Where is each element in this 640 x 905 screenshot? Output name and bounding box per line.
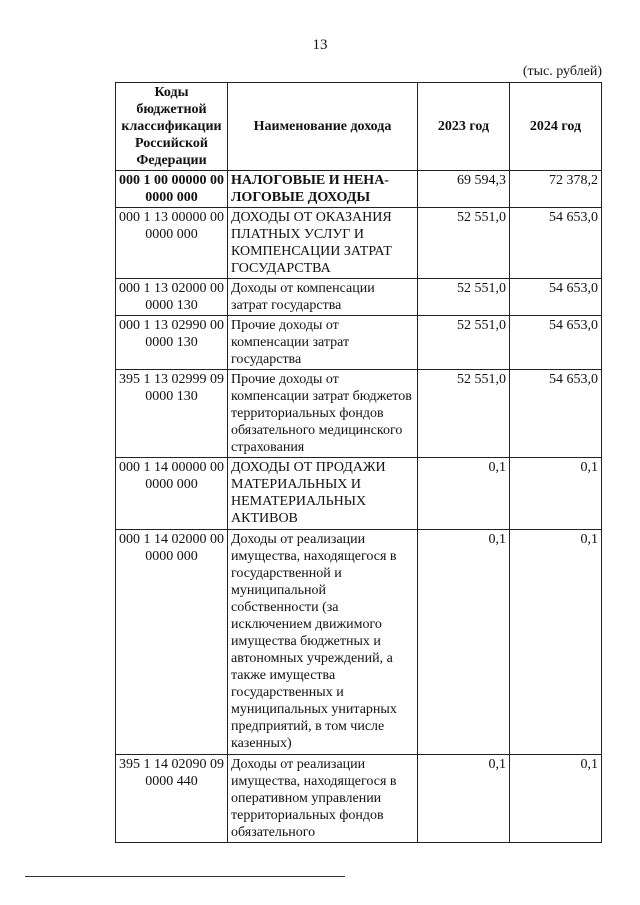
row-value-2024: 54 653,0	[510, 370, 602, 458]
row-value-2023: 0,1	[418, 458, 510, 530]
table-row	[116, 370, 602, 458]
row-code: 000 1 13 02000 00 0000 130	[116, 279, 228, 316]
row-value-2023: 0,1	[418, 530, 510, 755]
table-row	[116, 208, 602, 279]
row-code: 000 1 13 02990 00 0000 130	[116, 316, 228, 370]
row-name: ДОХОДЫ ОТ ПРОДАЖИ МАТЕРИАЛЬНЫХ И НЕМАТЕРИАЛЬНЫХ АКТИВОВ	[228, 458, 418, 530]
table-row	[116, 755, 602, 843]
row-name: Доходы от реализации имущества, находящегося в государственной и муниципальной собственности (за исключением движимого имущества бюджетных и автономных учреждений, а также имущества государственных и муниципальных унитарных предприятий, в том числе казенных)	[228, 530, 418, 755]
table-row	[116, 279, 602, 316]
table-row	[116, 316, 602, 370]
units-label: (тыс. рублей)	[522, 64, 602, 79]
header-code: Коды бюджетной классификации Российской Федерации	[116, 83, 228, 171]
header-2023: 2023 год	[418, 83, 510, 171]
row-value-2023: 52 551,0	[418, 370, 510, 458]
row-value-2024: 54 653,0	[510, 279, 602, 316]
row-value-2023: 52 551,0	[418, 316, 510, 370]
row-value-2024: 54 653,0	[510, 208, 602, 279]
table-header-row	[116, 83, 602, 171]
page-number: 13	[312, 37, 328, 53]
row-value-2024: 54 653,0	[510, 316, 602, 370]
table-row	[116, 530, 602, 755]
row-name: Прочие доходы от компенсации затрат бюджетов территориальных фондов обязательного медицинского страхования	[228, 370, 418, 458]
row-value-2023: 69 594,3	[418, 171, 510, 208]
row-code: 000 1 13 00000 00 0000 000	[116, 208, 228, 279]
row-value-2024: 0,1	[510, 458, 602, 530]
row-value-2024: 0,1	[510, 755, 602, 843]
row-code: 000 1 14 00000 00 0000 000	[116, 458, 228, 530]
row-value-2024: 0,1	[510, 530, 602, 755]
row-code: 395 1 14 02090 09 0000 440	[116, 755, 228, 843]
row-name: НАЛОГОВЫЕ И НЕНА-ЛОГОВЫЕ ДОХОДЫ	[228, 171, 418, 208]
row-name: Доходы от реализации имущества, находящегося в оперативном управлении территориальных фондов обязательного	[228, 755, 418, 843]
row-value-2023: 52 551,0	[418, 279, 510, 316]
table-row	[116, 458, 602, 530]
row-name: Доходы от компенсации затрат государства	[228, 279, 418, 316]
row-value-2023: 0,1	[418, 755, 510, 843]
row-code: 000 1 00 00000 00 0000 000	[116, 171, 228, 208]
row-code: 395 1 13 02999 09 0000 130	[116, 370, 228, 458]
table-row	[116, 171, 602, 208]
revenue-table	[115, 82, 602, 843]
row-code: 000 1 14 02000 00 0000 000	[116, 530, 228, 755]
row-value-2024: 72 378,2	[510, 171, 602, 208]
footnote-divider	[25, 876, 345, 877]
row-value-2023: 52 551,0	[418, 208, 510, 279]
row-name: Прочие доходы от компенсации затрат государства	[228, 316, 418, 370]
row-name: ДОХОДЫ ОТ ОКАЗАНИЯ ПЛАТНЫХ УСЛУГ И КОМПЕНСАЦИИ ЗАТРАТ ГОСУДАРСТВА	[228, 208, 418, 279]
header-2024: 2024 год	[510, 83, 602, 171]
header-name: Наименование дохода	[228, 83, 418, 171]
